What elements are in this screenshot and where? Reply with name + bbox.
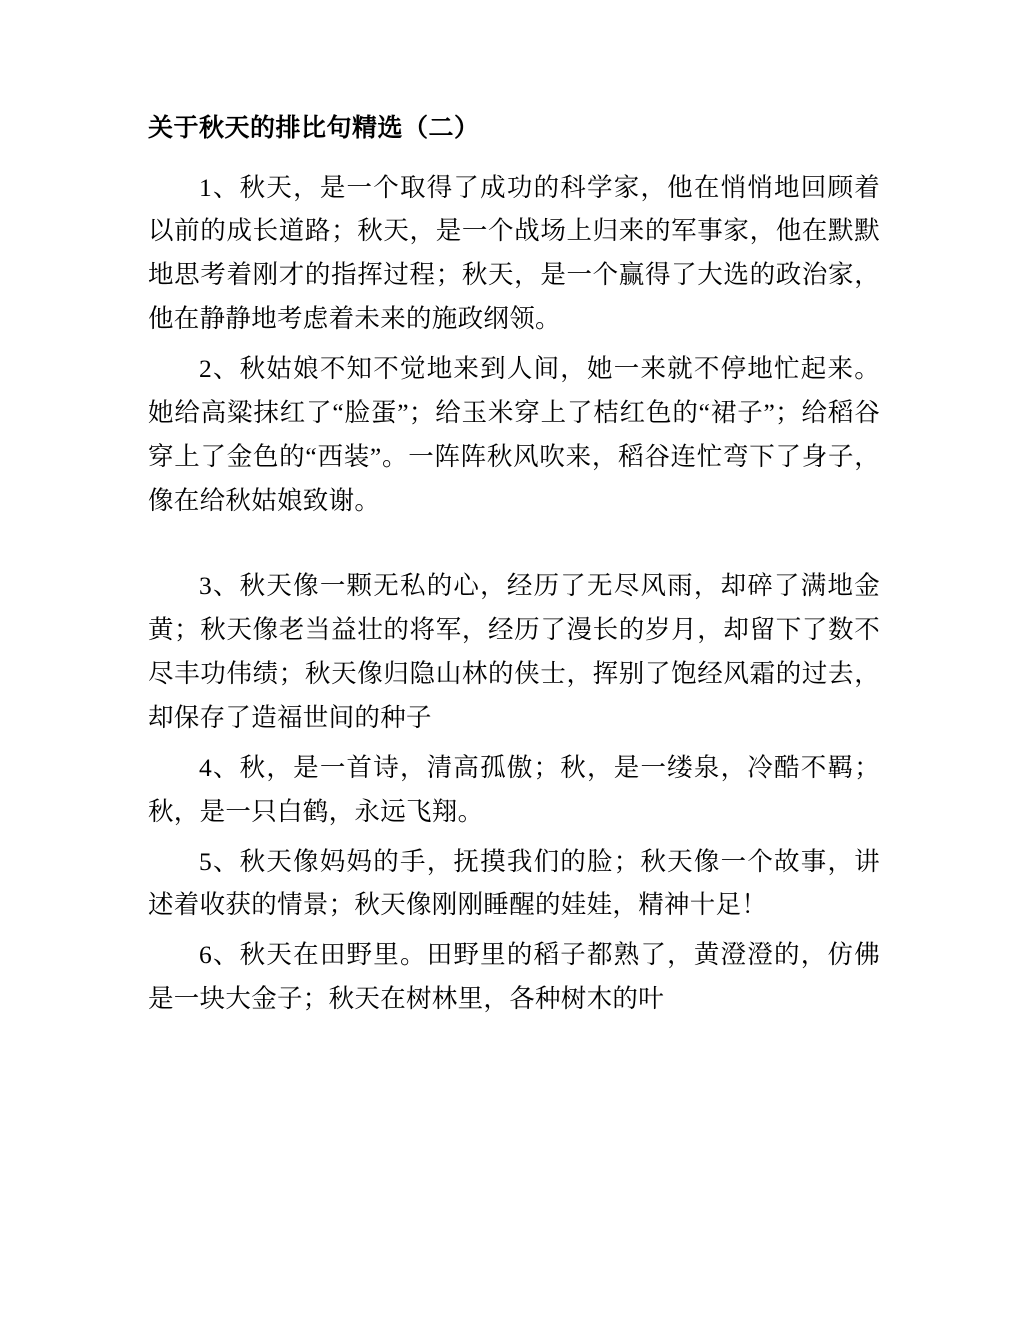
paragraph-item-2: 2、秋姑娘不知不觉地来到人间，她一来就不停地忙起来。 她给高粱抹红了“脸蛋”；给玉米穿上了桔红色的“裙子”；给稻谷穿上了金色的“西装”。一阵阵秋风吹来，稻谷连忙弯下了身子，像在给秋姑娘致谢。 — [148, 353, 880, 515]
page-title: 关于秋天的排比句精选（二） — [148, 115, 480, 142]
paragraph-item-6: 6、秋天在田野里。田野里的稻子都熟了，黄澄澄的，仿佛是一块大金子；秋天在树林里，各种树木的叶 — [148, 940, 880, 1014]
paragraph-item-4: 4、秋，是一首诗，清高孤傲；秋，是一缕泉，冷酷不羁；秋，是一只白鹤，永远飞翔。 — [148, 752, 880, 826]
paragraph-item-1: 1、秋天，是一个取得了成功的科学家，他在悄悄地回顾着以前的成长道路；秋天，是一个战场上归来的军事家，他在默默地思考着刚才的指挥过程；秋天，是一个赢得了大选的政治家，他在静静地考虑着未来的施政纲领。 — [148, 172, 880, 334]
paragraph-item-3: 3、秋天像一颗无私的心，经历了无尽风雨，却碎了满地金黄；秋天像老当益壮的将军，经历了漫长的岁月，却留下了数不尽丰功伟绩；秋天像归隐山林的侠士，挥别了饱经风霜的过去，却保存了造福世间的种子 — [148, 571, 880, 732]
paragraph-item-5: 5、秋天像妈妈的手，抚摸我们的脸；秋天像一个故事，讲述着收获的情景；秋天像刚刚睡醒的娃娃，精神十足！ — [148, 846, 880, 920]
